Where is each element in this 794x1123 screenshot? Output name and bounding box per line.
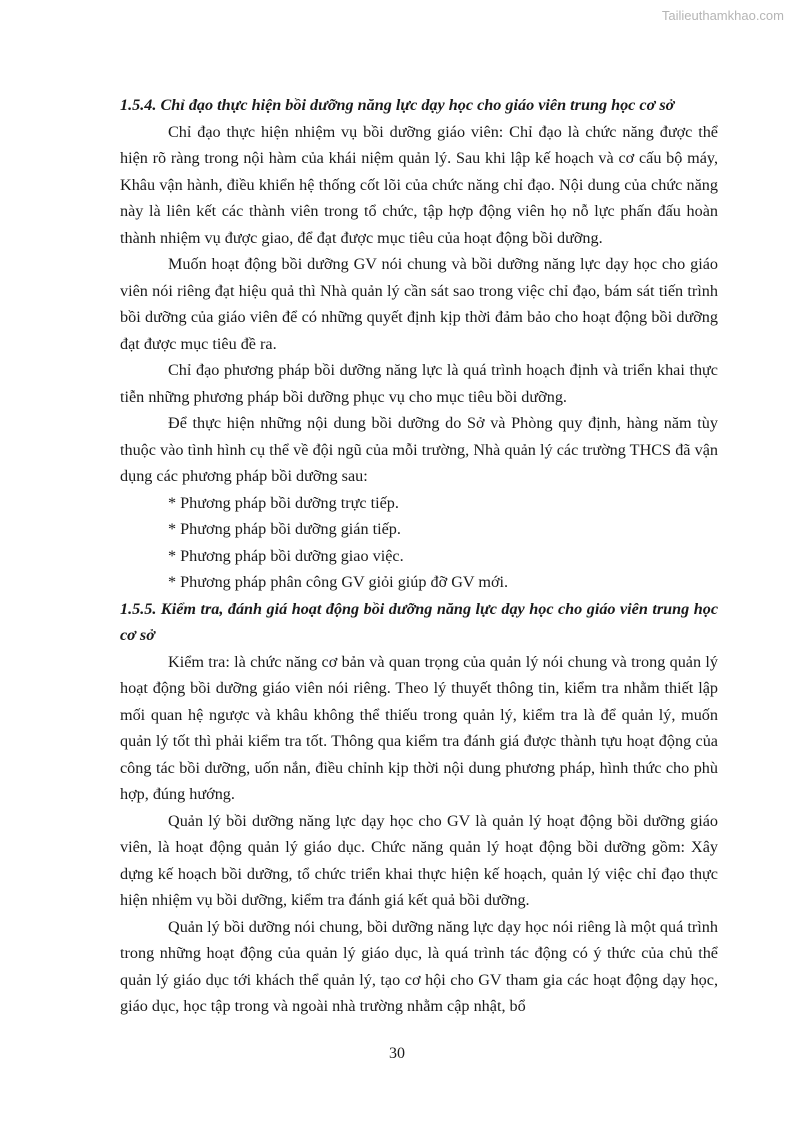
- page-number: 30: [389, 1045, 405, 1062]
- paragraph: Kiểm tra: là chức năng cơ bản và quan trọng của quản lý nói chung và trong quản lý hoạt động bồi dưỡng giáo viên nói riêng. Theo lý thuyết thông tin, kiểm tra nhằm thiết lập mối quan hệ ngược và khâu không thể thiếu trong quản lý, kiểm tra là để quản lý, muốn quản lý tốt thì phải kiểm tra tốt. Thông qua kiểm tra đánh giá được thành tựu hoạt động của công tác bồi dưỡng, uốn nắn, điều chỉnh kịp thời nội dung phương pháp, hình thức cho phù hợp, đúng hướng.: [120, 652, 718, 803]
- document-body: [120, 92, 718, 1020]
- list-item: * Phương pháp bồi dưỡng gián tiếp.: [168, 520, 401, 538]
- paragraph: Chỉ đạo phương pháp bồi dưỡng năng lực là quá trình hoạch định và triển khai thực tiễn những phương pháp bồi dưỡng phục vụ cho mục tiêu bồi dưỡng.: [120, 361, 718, 406]
- paragraph: Để thực hiện những nội dung bồi dưỡng do Sở và Phòng quy định, hàng năm tùy thuộc vào tình hình cụ thể về đội ngũ của mỗi trường, Nhà quản lý các trường THCS đã vận dụng các phương pháp bồi dưỡng sau:: [120, 414, 718, 485]
- list-item: * Phương pháp bồi dưỡng giao việc.: [168, 546, 404, 565]
- section-155-heading: 1.5.5. Kiểm tra, đánh giá hoạt động bồi dưỡng năng lực dạy học cho giáo viên trung học cơ sở: [120, 599, 718, 644]
- paragraph: Chỉ đạo thực hiện nhiệm vụ bồi dưỡng giáo viên: Chỉ đạo là chức năng được thể hiện rõ ràng trong nội hàm của khái niệm quản lý. Sau khi lập kế hoạch và cơ cấu bộ máy, Khâu vận hành, điều khiển hệ thống cốt lõi của chức năng chỉ đạo. Nội dung của chức năng này là liên kết các thành viên trong tổ chức, tập hợp động viên họ nỗ lực phấn đấu hoàn thành nhiệm vụ được giao, để đạt được mục tiêu của hoạt động bồi dưỡng.: [120, 122, 718, 247]
- list-item: * Phương pháp phân công GV giỏi giúp đỡ GV mới.: [168, 573, 509, 591]
- paragraph: Muốn hoạt động bồi dưỡng GV nói chung và bồi dưỡng năng lực dạy học cho giáo viên nói riêng đạt hiệu quả thì Nhà quản lý cần sát sao trong việc chỉ đạo, bám sát tiến trình bồi dưỡng của giáo viên để có những quyết định kịp thời đảm bảo cho hoạt động bồi dưỡng đạt được mục tiêu đề ra.: [120, 255, 718, 353]
- paragraph: Quản lý bồi dưỡng nói chung, bồi dưỡng năng lực dạy học nói riêng là một quá trình trong những hoạt động của quản lý giáo dục, là quá trình tác động có ý thức của chủ thể quản lý giáo dục tới khách thể quản lý, tạo cơ hội cho GV tham gia các hoạt động dạy học, giáo dục, học tập trong và ngoài nhà trường nhằm cập nhật, bổ: [120, 917, 718, 1015]
- watermark: Tailieuthamkhao.com: [661, 8, 784, 23]
- paragraph: Quản lý bồi dưỡng năng lực dạy học cho GV là quản lý hoạt động bồi dưỡng giáo viên, là hoạt động quản lý giáo dục. Chức năng quản lý hoạt động bồi dưỡng gồm: Xây dựng kế hoạch bồi dưỡng, tổ chức triển khai thực hiện kế hoạch, quản lý việc chỉ đạo thực hiện nhiệm vụ bồi dưỡng, kiểm tra đánh giá kết quả bồi dưỡng.: [120, 811, 718, 909]
- list-item: * Phương pháp bồi dưỡng trực tiếp.: [168, 493, 399, 512]
- section-154-heading: 1.5.4. Chỉ đạo thực hiện bồi dưỡng năng lực dạy học cho giáo viên trung học cơ sở: [120, 96, 675, 114]
